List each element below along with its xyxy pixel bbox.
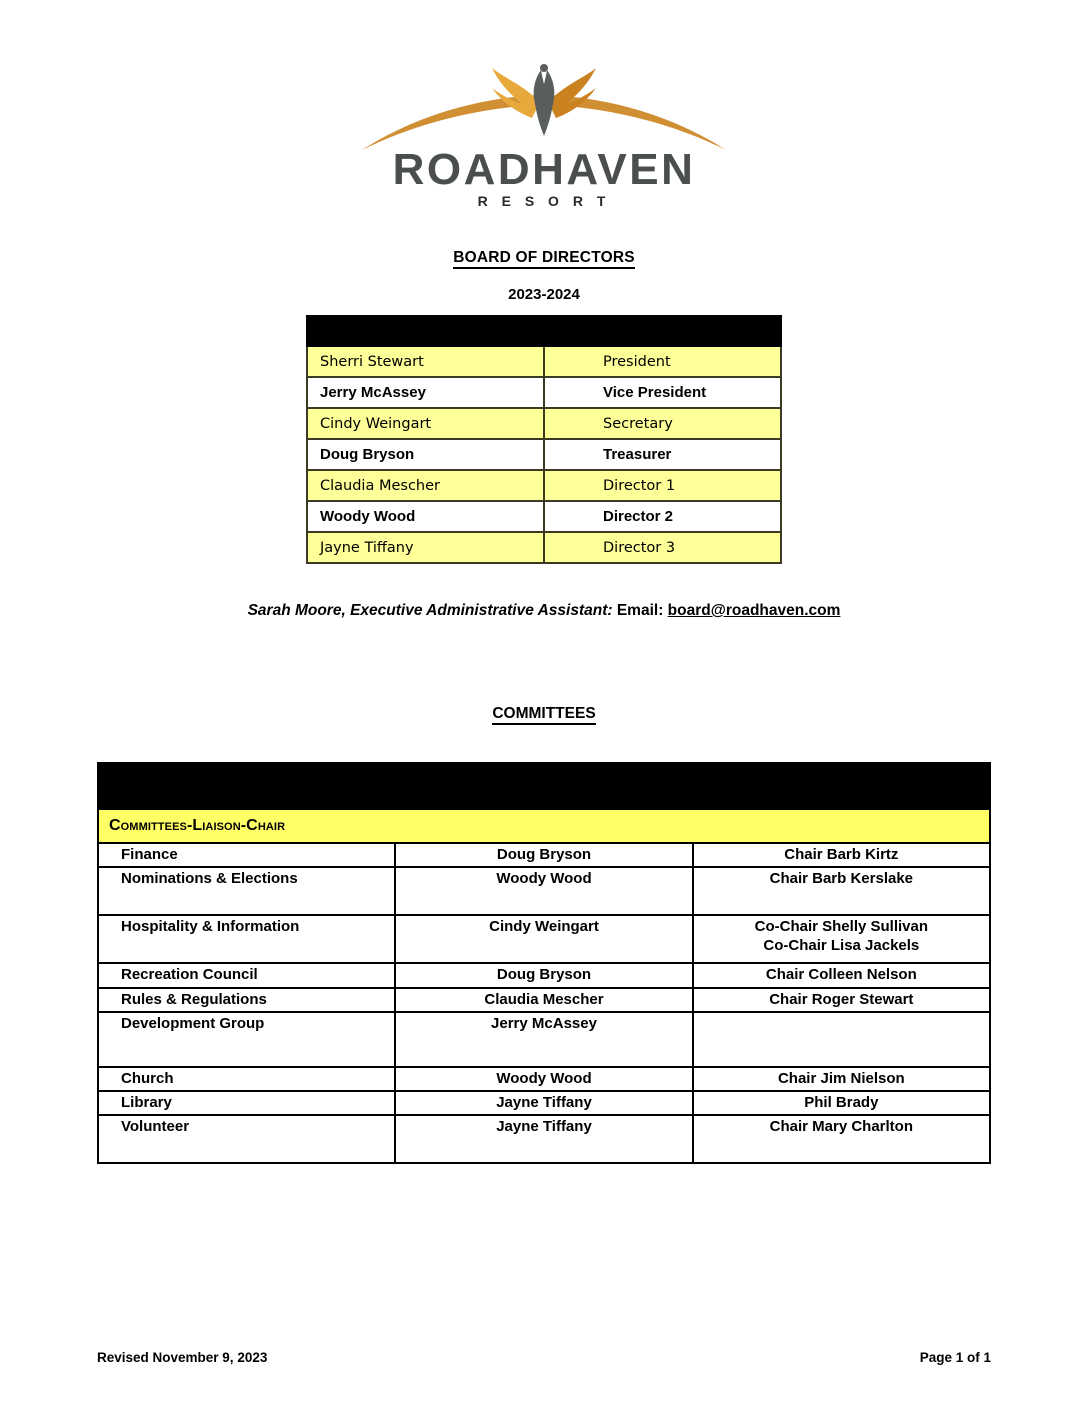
board-member-name: Cindy Weingart [307, 408, 544, 439]
committees-table-body [98, 763, 990, 1163]
committee-row [98, 1091, 990, 1115]
logo-artwork [354, 62, 734, 212]
committees-heading [0, 705, 1088, 723]
board-member-role: Director 2 [544, 501, 781, 532]
board-member-role: Director 1 [544, 470, 781, 501]
board-of-directors-table [306, 315, 782, 564]
board-member-name: Jerry McAssey [307, 377, 544, 408]
committee-name: Nominations & Elections [98, 867, 395, 915]
committee-row [98, 1067, 990, 1091]
committees-table [97, 762, 991, 1164]
committee-liaison: Doug Bryson [395, 963, 692, 987]
board-table-row [307, 346, 781, 377]
board-table-row [307, 470, 781, 501]
page-number: Page 1 of 1 [919, 1350, 991, 1365]
committees-header-band [98, 763, 990, 809]
phoenix-bird-icon [492, 64, 596, 136]
revised-date: Revised November 9, 2023 [97, 1350, 268, 1365]
committee-name: Volunteer [98, 1115, 395, 1163]
board-member-name: Sherri Stewart [307, 346, 544, 377]
committee-name: Hospitality & Information [98, 915, 395, 963]
committee-row [98, 963, 990, 987]
committee-row [98, 988, 990, 1012]
board-table-row [307, 532, 781, 563]
committee-liaison: Woody Wood [395, 1067, 692, 1091]
committee-chair: Co-Chair Shelly Sullivan Co-Chair Lisa Jackels [693, 915, 990, 963]
committee-liaison: Jerry McAssey [395, 1012, 692, 1067]
committee-liaison: Woody Wood [395, 867, 692, 915]
committee-row [98, 1012, 990, 1067]
board-table-body [307, 316, 781, 563]
committee-chair [693, 1012, 990, 1067]
board-of-directors-heading [0, 249, 1088, 267]
logo-wordmark: ROADHAVEN [392, 145, 696, 194]
board-member-role: President [544, 346, 781, 377]
committees-header-band-cell [98, 763, 990, 809]
board-table-header-band [307, 316, 781, 346]
board-member-role: Secretary [544, 408, 781, 439]
committee-liaison: Jayne Tiffany [395, 1091, 692, 1115]
board-member-role: Vice President [544, 377, 781, 408]
committee-chair: Chair Colleen Nelson [693, 963, 990, 987]
assistant-name-title: Sarah Moore, Executive Administrative Assistant: [247, 602, 613, 619]
page-footer [97, 1350, 991, 1365]
committees-title-text: COMMITTEES [492, 705, 595, 725]
committee-name: Finance [98, 843, 395, 867]
committee-liaison: Doug Bryson [395, 843, 692, 867]
committee-chair: Phil Brady [693, 1091, 990, 1115]
committee-name: Library [98, 1091, 395, 1115]
committee-chair: Chair Mary Charlton [693, 1115, 990, 1163]
committee-row [98, 1115, 990, 1163]
committee-name: Development Group [98, 1012, 395, 1067]
committee-row [98, 867, 990, 915]
committee-chair: Chair Barb Kirtz [693, 843, 990, 867]
committee-row [98, 915, 990, 963]
board-member-role: Director 3 [544, 532, 781, 563]
committees-column-header-row [98, 809, 990, 843]
committee-liaison: Claudia Mescher [395, 988, 692, 1012]
roadhaven-resort-logo [0, 62, 1088, 212]
board-header-band-cell [307, 316, 781, 346]
board-member-name: Doug Bryson [307, 439, 544, 470]
committee-liaison: Cindy Weingart [395, 915, 692, 963]
committees-column-header-label: Committees-Liaison-Chair [109, 817, 286, 835]
board-member-name: Claudia Mescher [307, 470, 544, 501]
committee-name: Church [98, 1067, 395, 1091]
executive-assistant-contact-line [0, 602, 1088, 620]
logo-subtext: R E S O R T [477, 193, 611, 209]
committee-chair: Chair Barb Kerslake [693, 867, 990, 915]
board-table-row [307, 439, 781, 470]
committee-name: Recreation Council [98, 963, 395, 987]
committee-chair: Chair Roger Stewart [693, 988, 990, 1012]
committees-column-header-cell [98, 809, 990, 843]
email-label: Email: [616, 602, 664, 619]
board-table-row [307, 408, 781, 439]
board-table-row [307, 501, 781, 532]
board-title-text: BOARD OF DIRECTORS [453, 249, 635, 269]
board-email-link[interactable]: board@roadhaven.com [667, 602, 841, 619]
board-table-row [307, 377, 781, 408]
committee-name: Rules & Regulations [98, 988, 395, 1012]
board-years-subheading: 2023-2024 [508, 286, 580, 303]
board-member-name: Woody Wood [307, 501, 544, 532]
committee-liaison: Jayne Tiffany [395, 1115, 692, 1163]
committee-chair: Chair Jim Nielson [693, 1067, 990, 1091]
committee-row [98, 843, 990, 867]
board-member-role: Treasurer [544, 439, 781, 470]
board-member-name: Jayne Tiffany [307, 532, 544, 563]
